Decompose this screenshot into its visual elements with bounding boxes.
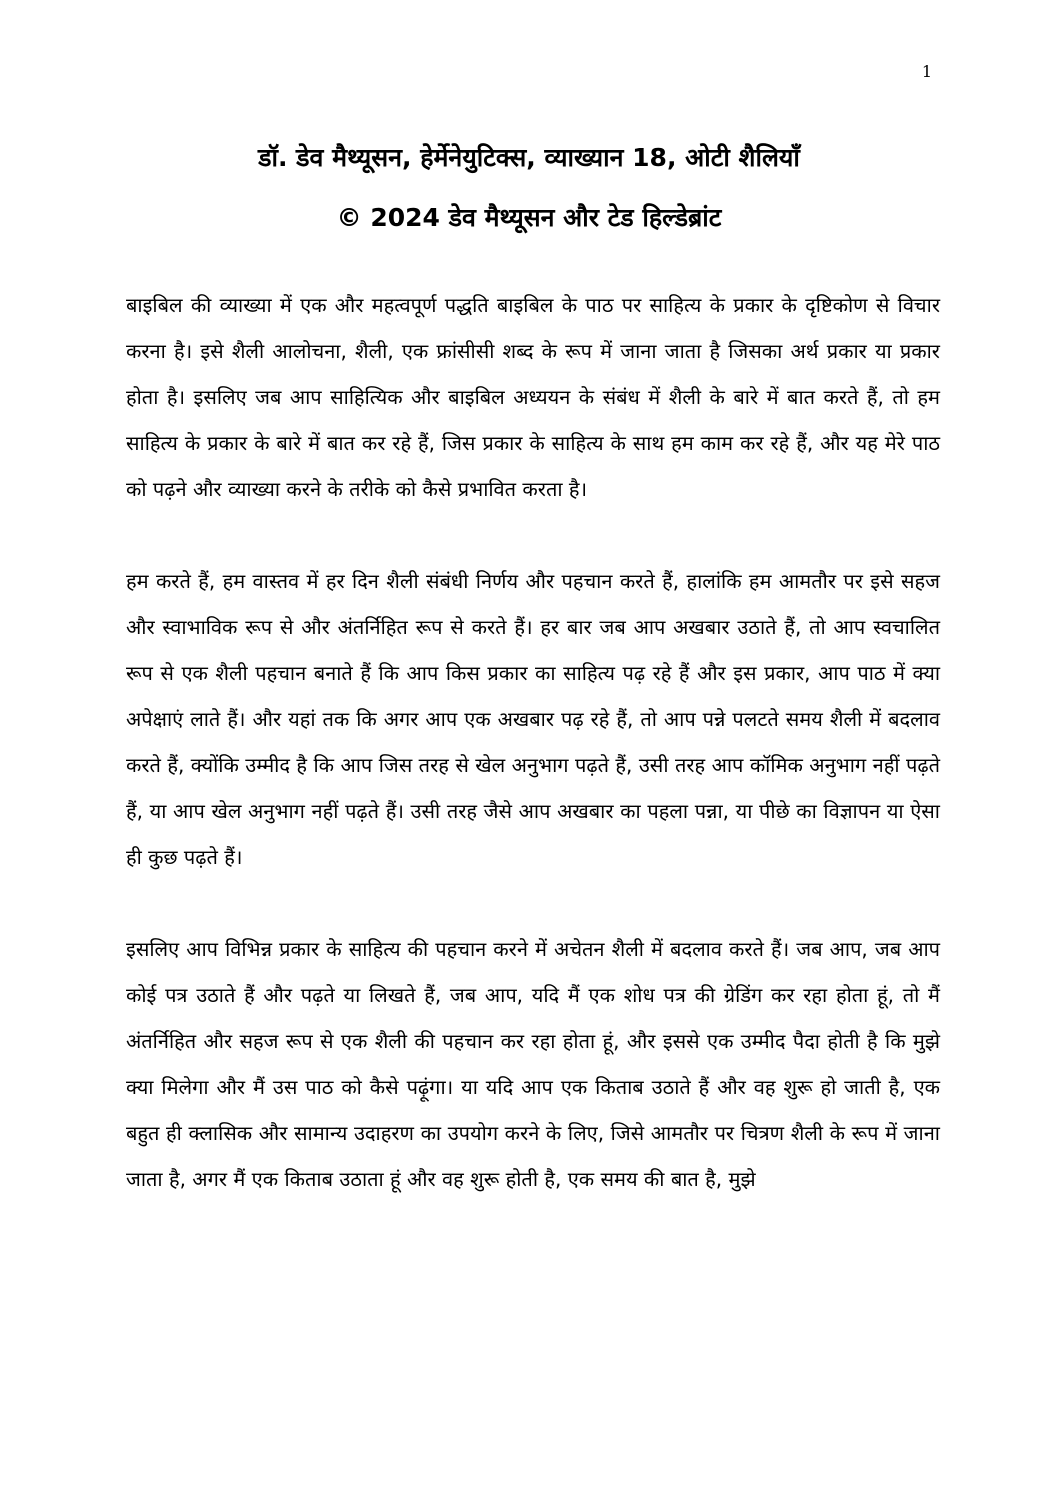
paragraph: हम करते हैं, हम वास्तव में हर दिन शैली संबंधी निर्णय और पहचान करते हैं, हालांकि हम आमतौर पर इसे सहज और स्वाभाविक रूप से और अंतर्निहित रूप से करते हैं। हर बार जब आप अखबार उठाते हैं, तो आप स्वचालित रूप से एक शैली पहचान बनाते हैं कि आप किस प्रकार का साहित्य पढ़ रहे हैं और इस प्रकार, आप पाठ में क्या अपेक्षाएं लाते हैं। और यहां तक कि अगर आप एक अखबार पढ़ रहे हैं, तो आप पन्ने पलटते समय शैली में बदलाव करते हैं, क्योंकि उम्मीद है कि आप जिस तरह से खेल अनुभाग पढ़ते हैं, उसी तरह आप कॉमिक अनुभाग नहीं पढ़ते हैं, या आप खेल अनुभाग नहीं पढ़ते हैं। उसी तरह जैसे आप अखबार का पहला पन्ना, या पीछे का विज्ञापन या ऐसा ही कुछ पढ़ते हैं। bbox=[126, 569, 940, 869]
title-line-lecture: डॉ. डेव मैथ्यूसन, हेर्मेनेयुटिक्स, व्याख्यान 18, ओटी शैलियाँ bbox=[258, 143, 800, 172]
paragraph: बाइबिल की व्याख्या में एक और महत्वपूर्ण पद्धति बाइबिल के पाठ पर साहित्य के प्रकार के दृष्टिकोण से विचार करना है। इसे शैली आलोचना, शैली, एक फ्रांसीसी शब्द के रूप में जाना जाता है जिसका अर्थ प्रकार या प्रकार होता है। इसलिए जब आप साहित्यिक और बाइबिल अध्ययन के संबंध में शैली के बारे में बात करते हैं, तो हम साहित्य के प्रकार के बारे में बात कर रहे हैं, जिस प्रकार के साहित्य के साथ हम काम कर रहे हैं, और यह मेरे पाठ को पढ़ने और व्याख्या करने के तरीके को कैसे प्रभावित करता है। bbox=[126, 293, 940, 501]
paragraph: इसलिए आप विभिन्न प्रकार के साहित्य की पहचान करने में अचेतन शैली में बदलाव करते हैं। जब आप, जब आप कोई पत्र उठाते हैं और पढ़ते या लिखते हैं, जब आप, यदि मैं एक शोध पत्र की ग्रेडिंग कर रहा होता हूं, तो मैं अंतर्निहित और सहज रूप से एक शैली की पहचान कर रहा होता हूं, और इससे एक उम्मीद पैदा होती है कि मुझे क्या मिलेगा और मैं उस पाठ को कैसे पढ़ूंगा। या यदि आप एक किताब उठाते हैं और वह शुरू हो जाती है, एक बहुत ही क्लासिक और सामान्य उदाहरण का उपयोग करने के लिए, जिसे आमतौर पर चित्रण शैली के रूप में जाना जाता है, अगर मैं एक किताब उठाता हूं और वह शुरू होती है, एक समय की बात है, मुझे bbox=[126, 937, 940, 1191]
document-title bbox=[60, 128, 998, 248]
document-body bbox=[126, 282, 940, 1248]
page-number: 1 bbox=[921, 62, 932, 81]
title-line-copyright: © 2024 डेव मैथ्यूसन और टेड हिल्डेब्रांट bbox=[336, 203, 722, 232]
